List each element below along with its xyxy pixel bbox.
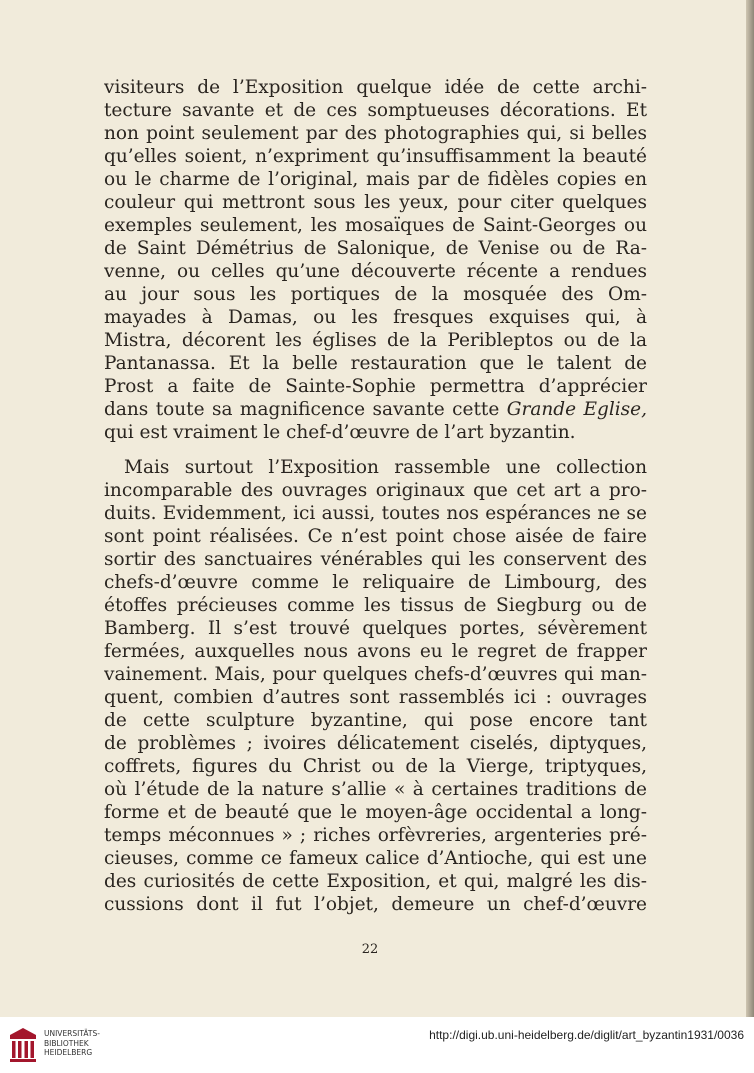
text-line: Mistra, décorent les églises de la Peribleptos ou de la: [104, 330, 647, 351]
text-line: des curiosités de cette Exposition, et qui, malgré les dis-: [104, 871, 647, 892]
italic-title: Grande Eglise,: [506, 399, 647, 420]
text-line: tecture savante et de ces somptueuses décorations. Et: [104, 100, 647, 121]
text-line: vainement. Mais, pour quelques chefs-d’œuvres qui man-: [104, 664, 647, 685]
text-line: qui est vraiment le chef-d’œuvre de l’art byzantin.: [104, 422, 576, 443]
text-line: non point seulement par des photographies qui, si belles: [104, 123, 647, 144]
text-line: forme et de beauté que le moyen-âge occidental a long-: [104, 802, 647, 823]
text-line: fermées, auxquelles nous avons eu le regret de frapper: [104, 641, 647, 662]
text-line: incomparable des ouvrages originaux que cet art a pro-: [104, 480, 647, 501]
text-line: venne, ou celles qu’une découverte récente a rendues: [104, 261, 647, 282]
library-name-line: BIBLIOTHEK: [44, 1038, 89, 1048]
text-line: ou le charme de l’original, mais par de fidèles copies en: [104, 169, 647, 190]
text-line: étoffes précieuses comme les tissus de Siegburg ou de: [104, 595, 647, 616]
library-logo-icon: [8, 1026, 38, 1064]
text-line: quent, combien d’autres sont rassemblés ici : ouvrages: [104, 687, 647, 708]
library-name-line: HEIDELBERG: [44, 1048, 93, 1057]
library-footer: [0, 1017, 754, 1073]
text-line: mayades à Damas, ou les fresques exquises qui, à: [104, 307, 647, 328]
text-line: visiteurs de l’Exposition quelque idée de cette archi-: [104, 77, 647, 98]
text-line: où l’étude de la nature s’allie « à certaines traditions de: [104, 779, 647, 800]
text-line: au jour sous les portiques de la mosquée des Om-: [104, 284, 647, 305]
text-line: de problèmes ; ivoires délicatement ciselés, diptyques,: [104, 733, 647, 754]
text-line: [104, 398, 647, 421]
text-line: de Saint Démétrius de Salonique, de Venise ou de Ra-: [104, 238, 647, 259]
text-line: Mais surtout l’Exposition rassemble une collection: [124, 457, 647, 478]
page-edge-shadow: [746, 0, 754, 1017]
text-line: sont point réalisées. Ce n’est point chose aisée de faire: [104, 526, 647, 547]
text-line: Prost a faite de Sainte-Sophie permettra d’apprécier: [104, 376, 647, 397]
text-line: Pantanassa. Et la belle restauration que le talent de: [104, 353, 647, 374]
library-name-line: UNIVERSITÄTS-: [44, 1029, 100, 1038]
text-line: chefs-d’œuvre comme le reliquaire de Limbourg, des: [104, 572, 647, 593]
text-line: qu’elles soient, n’expriment qu’insuffisamment la beauté: [104, 146, 647, 167]
text-line: couleur qui mettront sous les yeux, pour citer quelques: [104, 192, 647, 213]
text-line: exemples seulement, les mosaïques de Saint-Georges ou: [104, 215, 647, 236]
text-line: temps méconnues » ; riches orfèvreries, argenteries pré-: [104, 825, 647, 846]
text-line: cieuses, comme ce fameux calice d’Antioche, qui est une: [104, 848, 647, 869]
text-line: duits. Evidemment, ici aussi, toutes nos espérances ne se: [104, 503, 647, 524]
text-line: de cette sculpture byzantine, qui pose encore tant: [104, 710, 647, 731]
library-name: [44, 1029, 100, 1058]
text-line: cussions dont il fut l’objet, demeure un chef-d’œuvre: [104, 894, 647, 915]
text-run: dans toute sa magnificence savante cette: [104, 399, 500, 420]
text-line: sortir des sanctuaires vénérables qui les conservent des: [104, 549, 647, 570]
page-number: 22: [361, 942, 379, 957]
text-line: coffrets, figures du Christ ou de la Vierge, triptyques,: [104, 756, 647, 777]
text-line: Bamberg. Il s’est trouvé quelques portes, sévèrement: [104, 618, 647, 639]
source-url-link[interactable]: http://digi.ub.uni-heidelberg.de/diglit/art_byzantin1931/0036: [429, 1028, 744, 1042]
